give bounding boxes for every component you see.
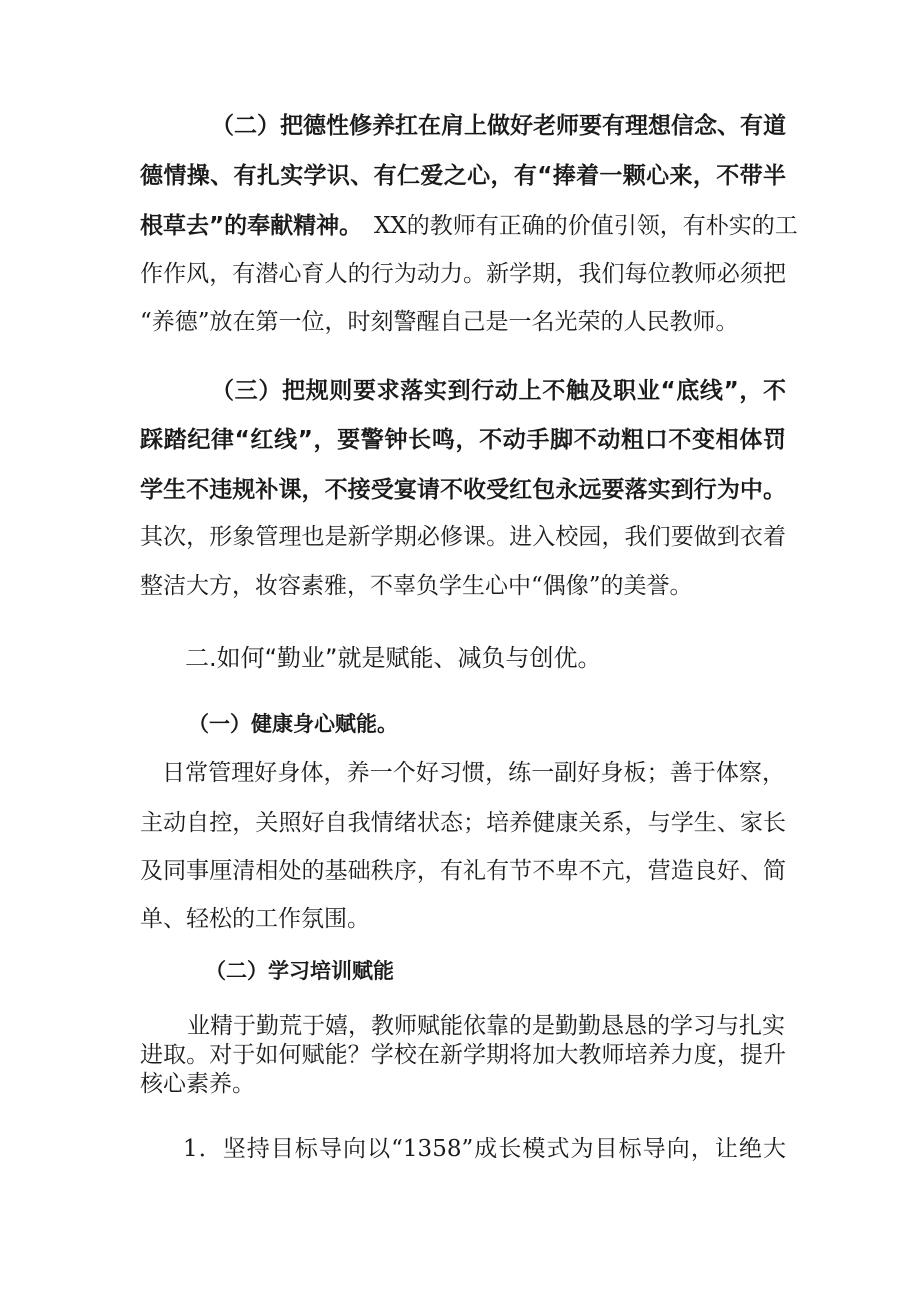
goal-item: 1．坚持目标导向以“1358”成长模式为目标导向，让绝大 [183,1136,786,1162]
morality-line-1: （二）把德性修养扛在肩上做好老师要有理想信念、有道 [211,113,786,139]
morality-line-4: 作作风，有潜心育人的行为动力。新学期，我们每位教师必须把 [140,261,786,287]
health-line-3: 及同事厘清相处的基础秩序，有礼有节不卑不亢，营造良好、简 [140,858,786,884]
morality-line-3b: XX的教师有正确的价值引领，有朴实的工 [374,213,798,239]
diligence-heading: 二.如何“勤业”就是赋能、减负与创优。 [185,644,602,672]
morality-line-5: “养德”放在第一位，时刻警醒自己是一名光荣的人民教师。 [140,309,739,335]
training-heading: （二）学习培训赋能 [205,959,394,983]
health-line-1: 日常管理好身体，养一个好习惯，练一副好身板；善于体察， [162,760,785,786]
health-heading: （一）健康身心赋能。 [188,712,398,736]
rules-line-2: 踩踏纪律“红线”，要警钟长鸣，不动手脚不动粗口不变相体罚 [140,427,786,453]
rules-line-4: 其次，形象管理也是新学期必修课。进入校园，我们要做到衣着 [140,524,786,550]
training-line-3: 核心素养。 [140,1071,255,1097]
health-line-2: 主动自控，关照好自我情绪状态；培养健康关系，与学生、家长 [140,810,786,836]
morality-line-2: 德情操、有扎实学识、有仁爱之心，有“捧着一颗心来，不带半 [140,163,786,189]
training-line-1: 业精于勤荒于嬉，教师赋能依靠的是勤勤恳恳的学习与扎实 [187,1013,785,1039]
health-line-4: 单、轻松的工作氛围。 [140,906,370,932]
training-line-2: 进取。对于如何赋能？学校在新学期将加大教师培养力度，提升 [140,1042,786,1068]
rules-line-1: （三）把规则要求落实到行动上不触及职业“底线”，不 [211,378,786,404]
morality-line-3a: 根草去”的奉献精神。 [140,213,363,239]
rules-line-3: 学生不违规补课，不接受宴请不收受红包永远要落实到行为中。 [140,477,786,503]
rules-line-5: 整洁大方，妆容素雅，不辜负学生心中“偶像”的美誉。 [140,573,693,599]
